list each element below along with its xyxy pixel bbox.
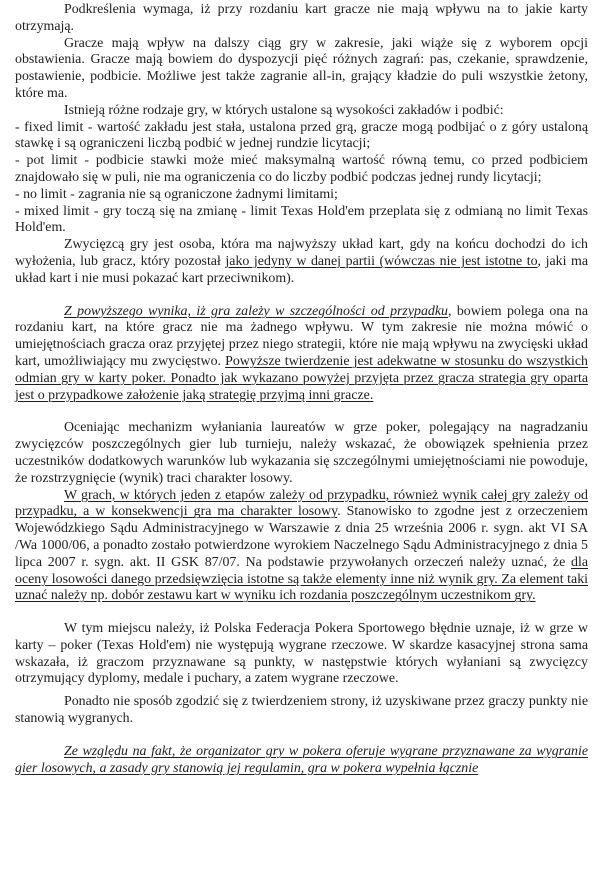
- underlined-text: Powyższe twierdzenie jest adekwatne w stosunku do wszystkich odmian gry w karty poker. Ponadto jak wykazano powyżej przyjęta przez gracza strategia gry oparta jest o przypadkowe założenie jaką strategię przyjmą inni gracze.: [15, 353, 588, 403]
- paragraph-chance-conclusion: [15, 304, 588, 405]
- list-item-text: - no limit - zagrania nie są ograniczone żadnymi limitami;: [15, 186, 338, 202]
- underlined-text: W grach, w których jeden z etapów zależy od przypadku, również wynik całej gry zależy od przypadku, a w konsekwencji gra ma charakter losowy: [15, 487, 588, 520]
- paragraph-text: , jaki ma układ kart i nie musi pokazać kart przeciwnikom).: [15, 253, 589, 286]
- paragraph-card-dealing: [15, 2, 588, 36]
- underlined-text: dla oceny losowości danego przedsięwzięcia istotne są także elementy inne niż wynik gry. Za element taki uznać należy np. dobór zestawu kart w wyniku ich rozdania poszczególnym uczestnikom gry.: [15, 554, 588, 604]
- list-item-text: - fixed limit - wartość zakładu jest stała, ustalona przed grą, gracze mogą podbijać o z góry ustaloną stawkę i są ograniczeni liczbą podbić w jednej rundzie licytacji;: [15, 119, 588, 152]
- paragraph-court-rulings: [15, 488, 588, 606]
- paragraph-points: [15, 694, 588, 728]
- paragraph-winner: [15, 237, 588, 287]
- paragraph-text: W tym miejscu należy, iż Polska Federacja Pokera Sportowego błędnie uznaje, iż w grze w karty – poker (Texas Hold'em) nie występują wygrane rzeczowe. W skardze kasacyjnej strona sama wskazała, iż graczom przyznawane są punkty, w następstwie których wyłaniani są zwycięzcy otrzymujący dyplomy, medale i puchary, a zatem wygrane rzeczowe.: [15, 621, 588, 687]
- paragraph-laureates-mechanism: [15, 420, 588, 487]
- paragraph-organizer: [15, 744, 588, 778]
- paragraph-text: Istnieją różne rodzaje gry, w których ustalone są wysokości zakładów i podbić:: [64, 102, 504, 118]
- list-item-pot-limit: [15, 153, 588, 187]
- list-item-no-limit: [15, 187, 588, 204]
- paragraph-text: Oceniając mechanizm wyłaniania laureatów w grze poker, polegający na nagradzaniu zwycięzców poszczególnych gier lub turnieju, należy wskazać, że obowiązek spełnienia przez uczestników dodatkowych warunków lub wykazania się szczególnymi umiejętnościami nie powoduje, że rozstrzygnięcie (wynik) traci charakter losowy.: [15, 420, 588, 486]
- paragraph-text: . Stanowisko to zgodne jest z orzeczeniem Wojewódzkiego Sądu Administracyjnego w Warszawie z dnia 25 września 2006 r. sygn. akt VI SA /Wa 1000/06, a ponadto zostało potwierdzone wyrokiem Naczelnego Sądu Administracyjnego z dnia 5 lipca 2007 r. sygn. akt. II GSK 87/07. Na podstawie przywołanych orzeczeń należy uznać, że: [15, 504, 588, 570]
- paragraph-betting-options: [15, 36, 588, 103]
- paragraph-material-prizes: [15, 621, 588, 688]
- paragraph-game-types: [15, 103, 588, 120]
- paragraph-text: Gracze mają wpływ na dalszy ciąg gry w zakresie, jaki wiąże się z wyborem opcji obstawienia. Gracze mają bowiem do dyspozycji pięć różnych zagrań: pas, czekanie, sprawdzenie, postawienie, podbicie. Możliwe jest także zagranie all-in, grający kładzie do puli wszystkie żetony, które ma.: [15, 35, 588, 101]
- list-item-text: - pot limit - podbicie stawki może mieć maksymalną wartość równą temu, co przed podbiciem znajdowało się w puli, nie ma ograniczenia co do liczby podbić podczas jednej rundy licytacji;: [15, 153, 588, 185]
- underlined-italic-text: Z powyższego wynika, iż gra zależy w szczególności od przypadku: [64, 303, 448, 319]
- paragraph-text: Podkreślenia wymaga, iż przy rozdaniu kart gracze nie mają wpływu na to jakie karty otrzymają.: [15, 2, 588, 34]
- paragraph-text: Zwycięzcą gry jest osoba, która ma najwyższy układ kart, gdy na końcu dochodzi do ich wyłożenia, lub gracz, który pozostał: [15, 237, 588, 269]
- paragraph-text: Ponadto nie sposób zgodzić się z twierdzeniem strony, iż uzyskiwane przez graczy punkty nie stanowią wygranych.: [15, 694, 588, 727]
- underlined-text: jako jedyny w danej partii (wówczas nie jest istotne to: [225, 253, 538, 269]
- underlined-italic-text: Ze względu na fakt, że organizator gry w pokera oferuje wygrane przyznawane za wygranie gier losowych, a zasady gry stanowią jej regulamin, gra w pokera wypełnia łącznie: [15, 743, 588, 776]
- list-item-text: - mixed limit - gry toczą się na zmianę - limit Texas Hold'em przeplata się z odmianą no limit Texas Hold'em.: [15, 203, 588, 236]
- list-item-fixed-limit: [15, 120, 588, 154]
- paragraph-text: , bowiem polega ona na rozdaniu kart, na które gracz nie ma żadnego wpływu. W tym zakresie nie można mówić o umiejętnościach gracza oraz przyjętej przez niego strategii, które nie mają wpływu na zwycięski układ kart, umożliwiający mu zwycięstwo.: [15, 303, 588, 369]
- list-item-mixed-limit: [15, 204, 588, 238]
